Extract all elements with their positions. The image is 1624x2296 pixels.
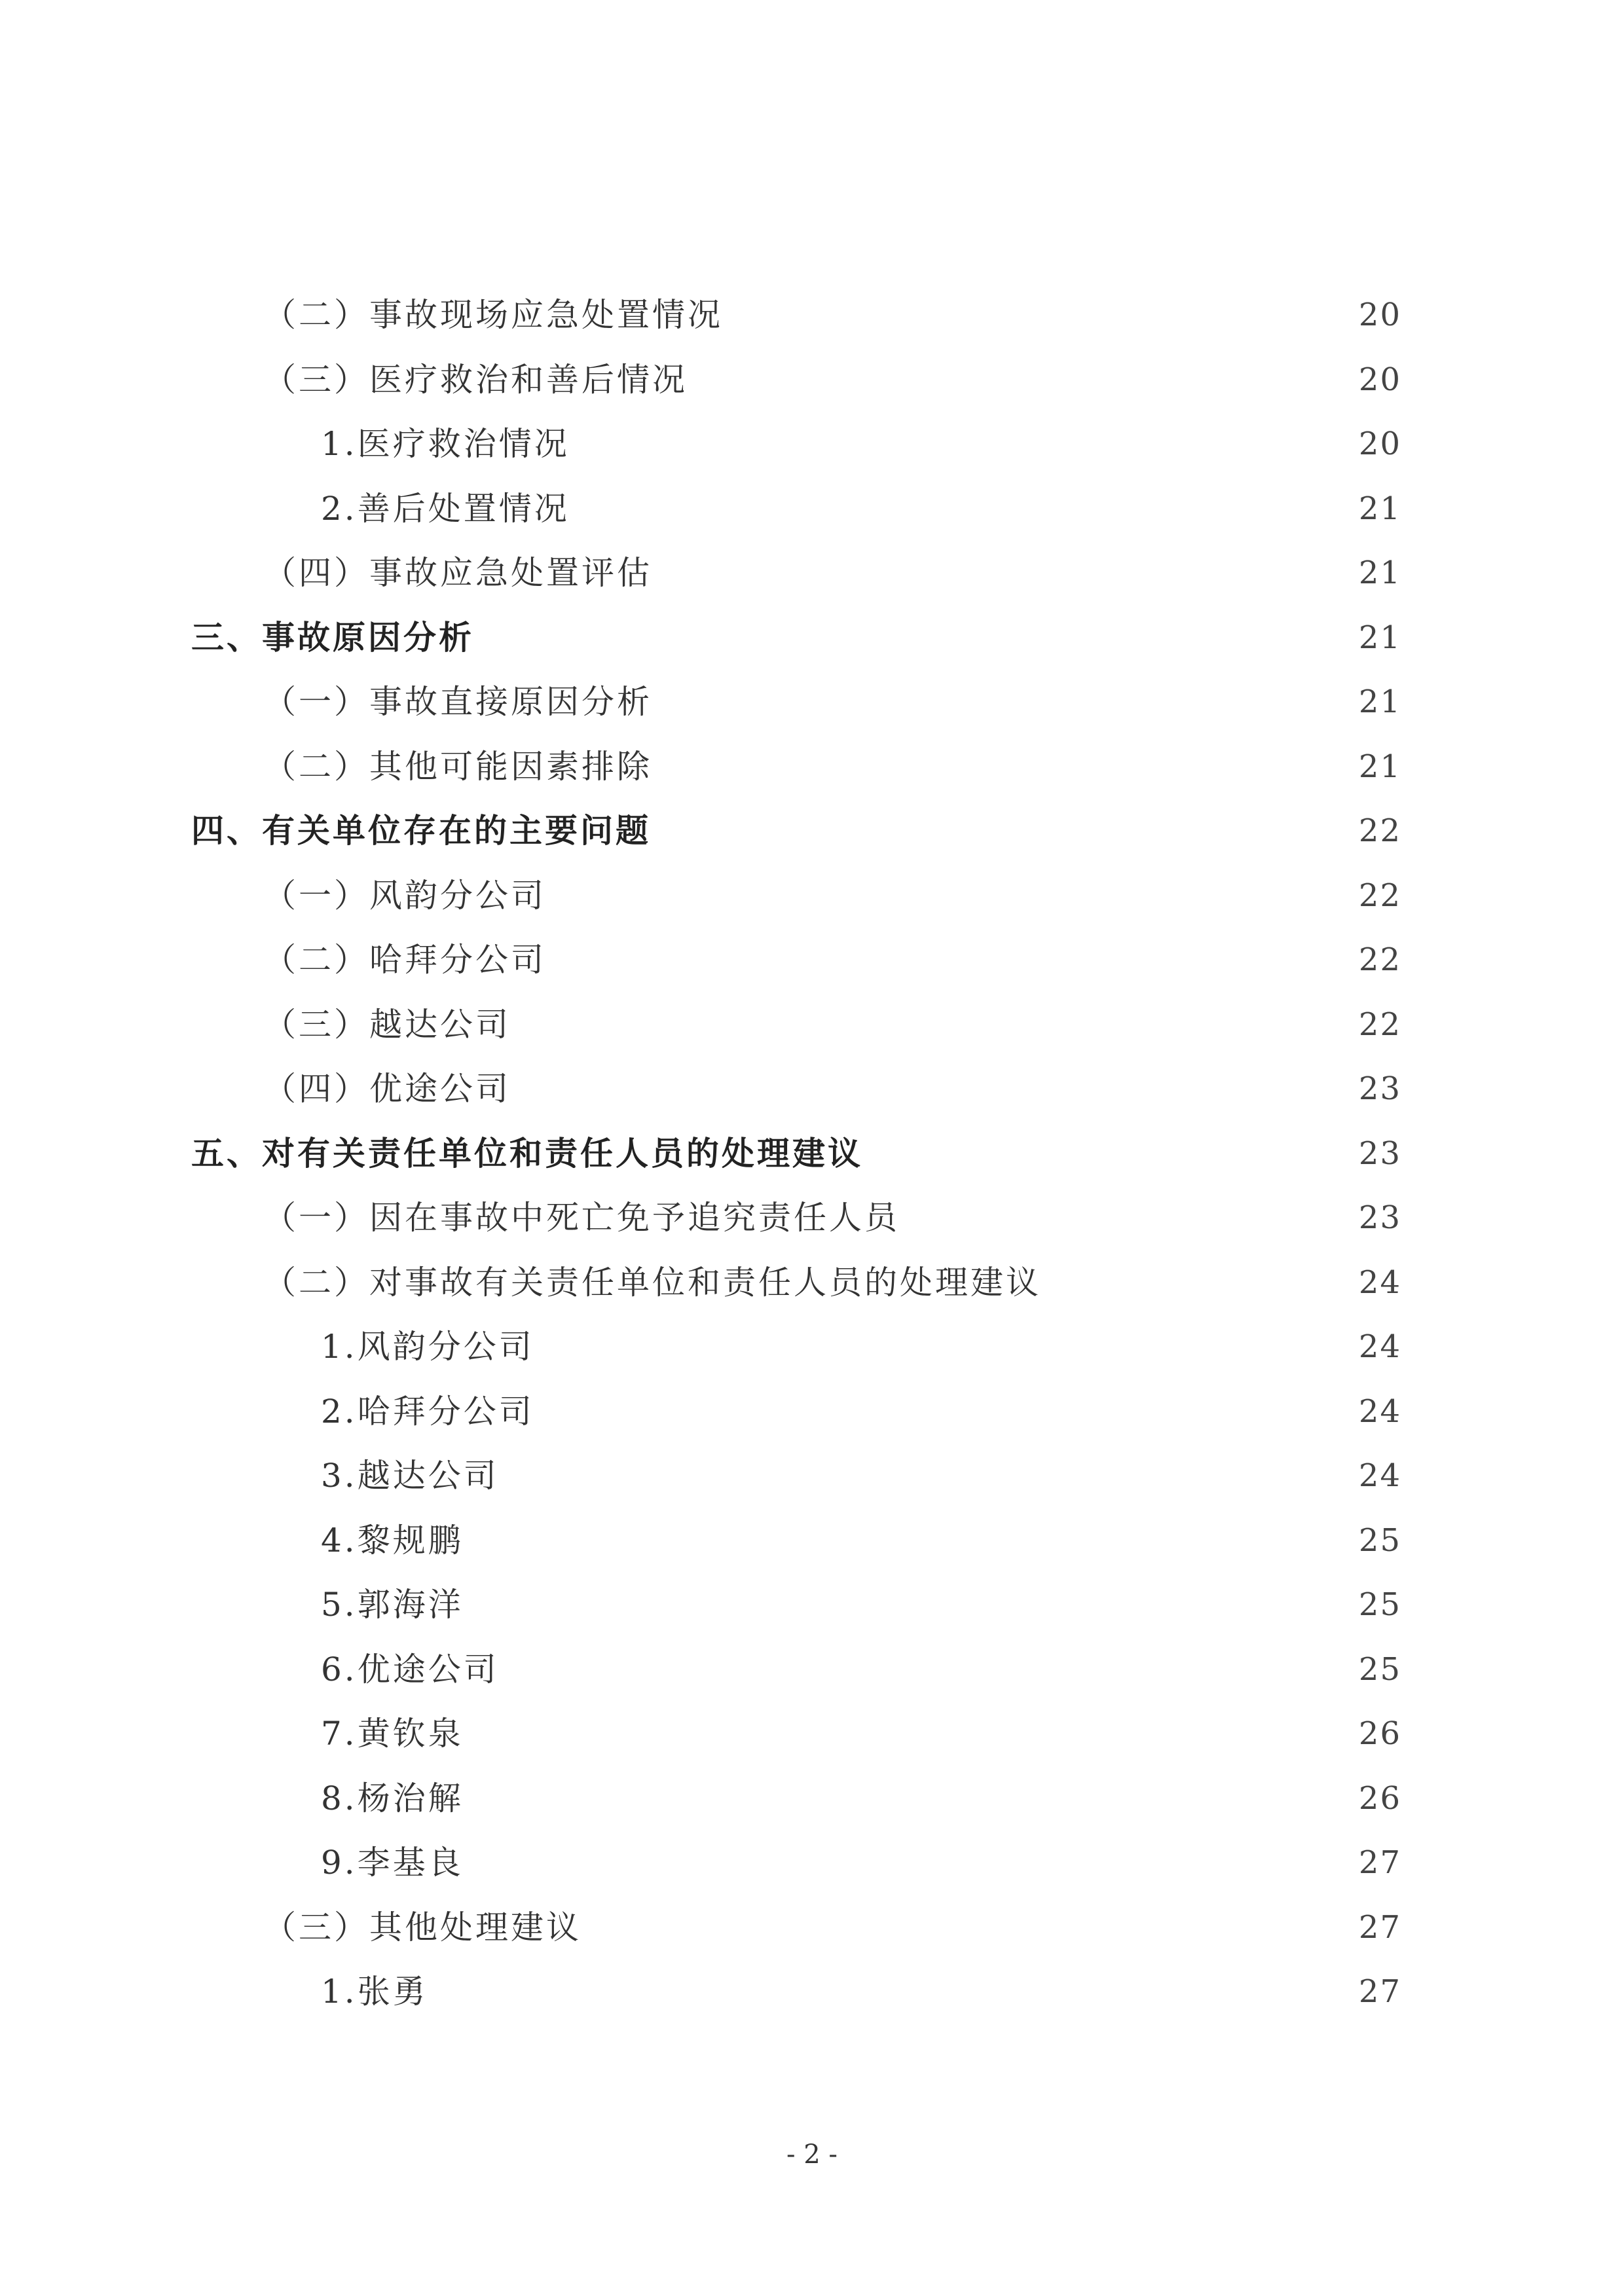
toc-entry-title: 4.黎规鹏 <box>321 1521 464 1559</box>
toc-entry-title: 1.风韵分公司 <box>321 1328 534 1366</box>
toc-entry-title: 2.哈拜分公司 <box>321 1392 534 1430</box>
toc-entry-title: （三）其他处理建议 <box>263 1908 581 1946</box>
toc-entry-page: 22 <box>1358 1006 1401 1043</box>
toc-entry-title: （一）事故直接原因分析 <box>263 683 652 721</box>
toc-entry <box>0 670 1624 735</box>
toc-entry <box>0 1959 1624 2024</box>
toc-entry-title: （一）因在事故中死亡免予追究责任人员 <box>263 1199 900 1237</box>
toc-entry-title: 五、对有关责任单位和责任人员的处理建议 <box>191 1134 863 1173</box>
toc-entry-page: 21 <box>1358 748 1401 785</box>
toc-entry-page: 25 <box>1358 1650 1401 1688</box>
toc-entry-title: 8.杨治解 <box>321 1779 464 1817</box>
toc-entry <box>0 1250 1624 1315</box>
toc-entry-page: 22 <box>1358 941 1401 978</box>
toc-entry-title: （一）风韵分公司 <box>263 876 546 915</box>
toc-entry-title: 四、有关单位存在的主要问题 <box>191 812 651 850</box>
toc-entry-page: 25 <box>1358 1586 1401 1623</box>
toc-entry-title: （三）越达公司 <box>263 1005 511 1044</box>
toc-entry-title: （二）其他可能因素排除 <box>263 747 652 786</box>
toc-entry <box>0 1379 1624 1444</box>
toc-section-heading <box>0 1121 1624 1186</box>
toc-entry <box>0 477 1624 541</box>
toc-entry-page: 23 <box>1358 1199 1401 1236</box>
toc-entry <box>0 1766 1624 1831</box>
toc-entry-page: 23 <box>1358 1135 1401 1172</box>
toc-entry-page: 22 <box>1358 812 1401 849</box>
toc-entry-title: （二）事故现场应急处置情况 <box>263 296 723 334</box>
toc-entry-title: 1.医疗救治情况 <box>321 425 570 463</box>
toc-entry-page: 24 <box>1358 1393 1401 1430</box>
toc-entry-title: 三、事故原因分析 <box>191 618 474 657</box>
toc-entry-page: 21 <box>1358 683 1401 720</box>
toc-entry <box>0 1573 1624 1637</box>
page-number: - 2 - <box>786 2140 838 2170</box>
toc-entry-page: 22 <box>1358 877 1401 914</box>
toc-entry-title: （四）事故应急处置评估 <box>263 554 652 592</box>
toc-entry-page: 24 <box>1358 1457 1401 1494</box>
toc-entry-page: 27 <box>1358 1908 1401 1946</box>
toc-entry-title: （二）对事故有关责任单位和责任人员的处理建议 <box>263 1263 1041 1302</box>
toc-entry <box>0 541 1624 606</box>
toc-entry-title: （二）哈拜分公司 <box>263 941 546 979</box>
toc-entry-title: 2.善后处置情况 <box>321 489 570 528</box>
toc-entry <box>0 1702 1624 1766</box>
toc-entry-page: 21 <box>1358 555 1401 591</box>
toc-entry <box>0 1831 1624 1895</box>
toc-entry <box>0 1186 1624 1250</box>
toc-entry-page: 24 <box>1358 1264 1401 1301</box>
toc-entry-page: 25 <box>1358 1522 1401 1559</box>
toc-entry-page: 20 <box>1358 361 1401 398</box>
toc-entry <box>0 735 1624 799</box>
toc-entry-title: 5.郭海洋 <box>321 1586 464 1624</box>
toc-section-heading <box>0 799 1624 864</box>
toc-entry-page: 27 <box>1358 1844 1401 1881</box>
toc-entry-page: 20 <box>1358 426 1401 462</box>
toc-entry <box>0 1637 1624 1702</box>
toc-entry <box>0 1057 1624 1121</box>
toc-entry <box>0 412 1624 477</box>
toc-entry-page: 20 <box>1358 297 1401 333</box>
table-of-contents <box>0 283 1624 2024</box>
toc-entry-page: 21 <box>1358 619 1401 656</box>
toc-entry-page: 23 <box>1358 1070 1401 1107</box>
toc-entry-page: 24 <box>1358 1328 1401 1365</box>
toc-entry-page: 26 <box>1358 1715 1401 1752</box>
toc-entry-title: 1.张勇 <box>321 1973 428 2011</box>
toc-entry-title: 6.优途公司 <box>321 1650 499 1688</box>
toc-entry-title: 7.黄钦泉 <box>321 1715 464 1753</box>
toc-entry <box>0 993 1624 1057</box>
toc-entry-title: （四）优途公司 <box>263 1070 511 1108</box>
toc-entry <box>0 283 1624 348</box>
toc-entry <box>0 1895 1624 1960</box>
toc-entry <box>0 348 1624 412</box>
toc-entry <box>0 1508 1624 1573</box>
toc-entry-title: （三）医疗救治和善后情况 <box>263 360 688 399</box>
toc-section-heading <box>0 606 1624 670</box>
toc-entry-page: 26 <box>1358 1779 1401 1817</box>
toc-entry-title: 3.越达公司 <box>321 1457 499 1495</box>
toc-entry <box>0 928 1624 993</box>
toc-entry-page: 27 <box>1358 1973 1401 2010</box>
toc-entry <box>0 864 1624 928</box>
toc-entry-title: 9.李基良 <box>321 1844 464 1882</box>
toc-entry <box>0 1444 1624 1508</box>
toc-entry <box>0 1315 1624 1379</box>
toc-entry-page: 21 <box>1358 490 1401 527</box>
